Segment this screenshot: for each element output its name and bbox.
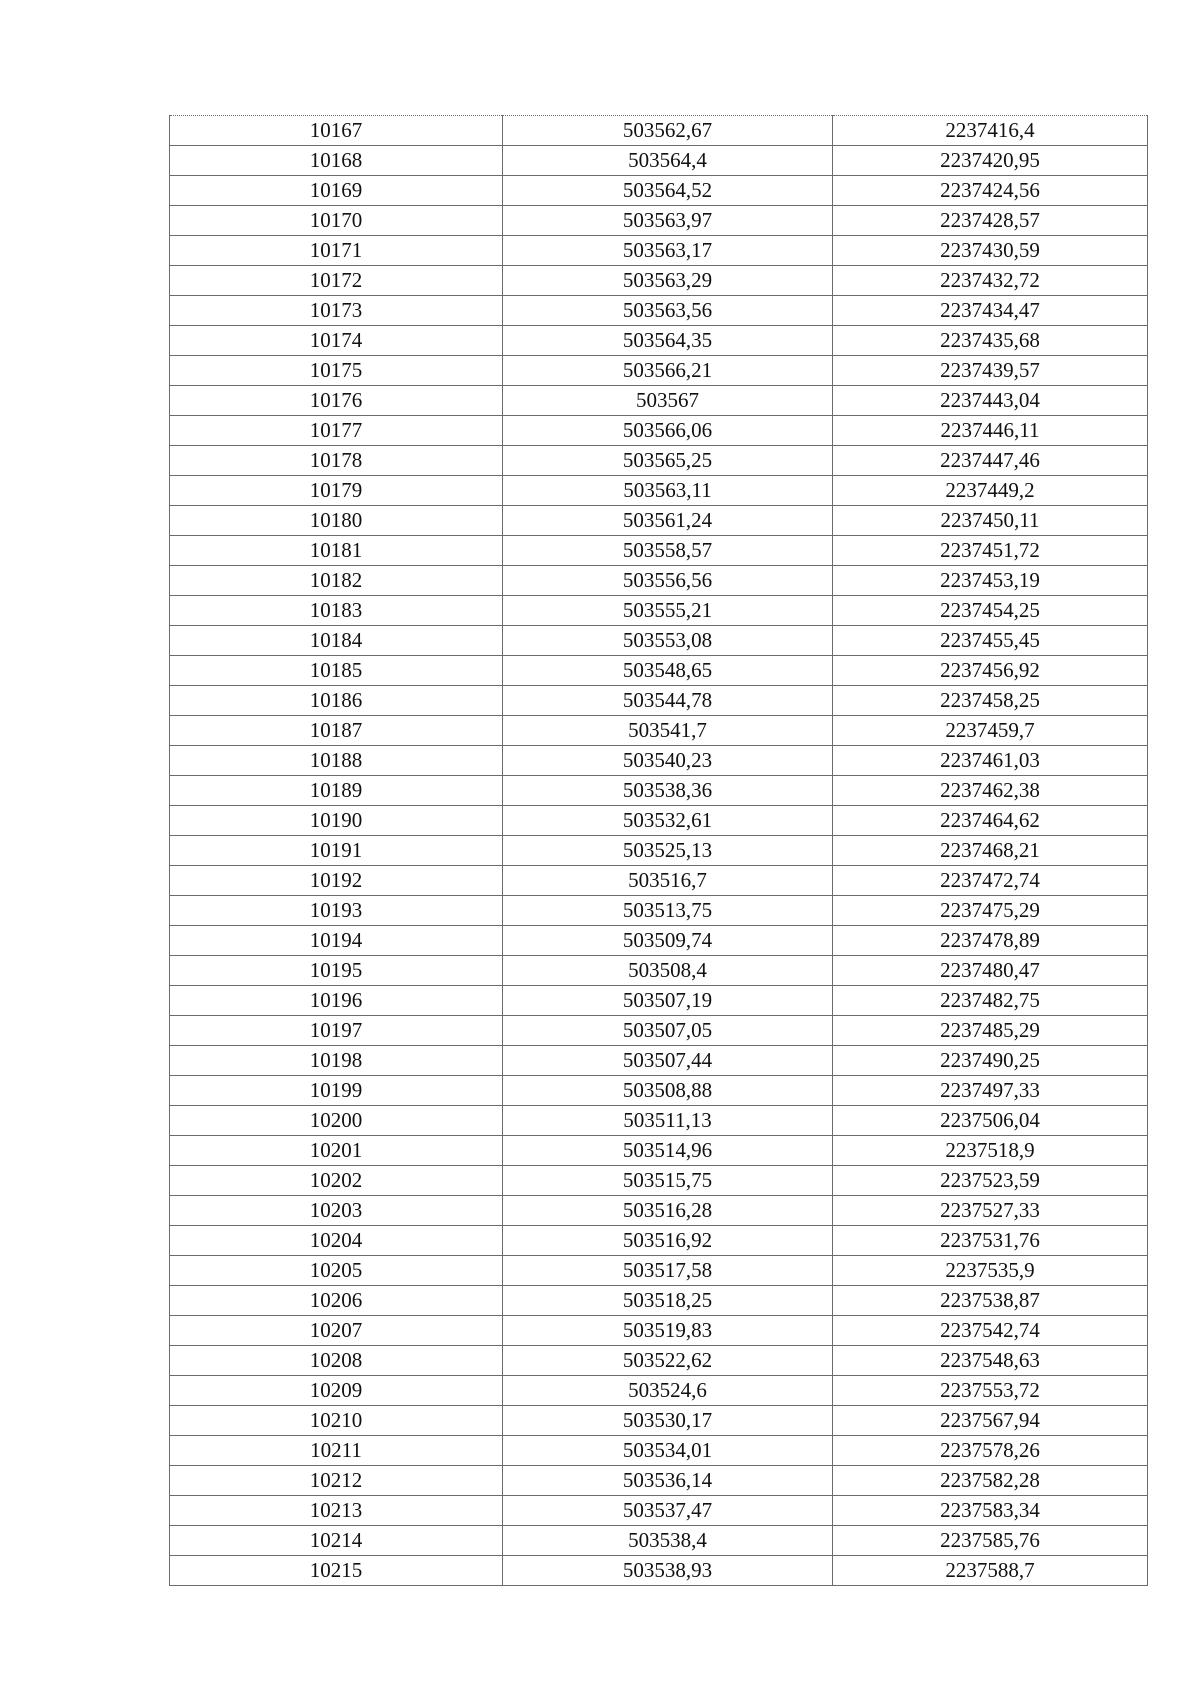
x-coordinate-cell: 503516,7	[503, 866, 833, 896]
point-number-cell: 10173	[170, 296, 503, 326]
table-row	[170, 1466, 1148, 1496]
x-coordinate-cell: 503537,47	[503, 1496, 833, 1526]
point-number-cell: 10174	[170, 326, 503, 356]
table-row	[170, 956, 1148, 986]
y-coordinate-cell: 2237478,89	[833, 926, 1148, 956]
point-number-cell: 10210	[170, 1406, 503, 1436]
y-coordinate-cell: 2237475,29	[833, 896, 1148, 926]
x-coordinate-cell: 503544,78	[503, 686, 833, 716]
point-number-cell: 10177	[170, 416, 503, 446]
coordinates-table-body	[170, 116, 1148, 1586]
y-coordinate-cell: 2237482,75	[833, 986, 1148, 1016]
table-row	[170, 146, 1148, 176]
point-number-cell: 10204	[170, 1226, 503, 1256]
point-number-cell: 10176	[170, 386, 503, 416]
table-row	[170, 386, 1148, 416]
table-row	[170, 536, 1148, 566]
point-number-cell: 10207	[170, 1316, 503, 1346]
point-number-cell: 10180	[170, 506, 503, 536]
table-row	[170, 926, 1148, 956]
x-coordinate-cell: 503563,11	[503, 476, 833, 506]
table-row	[170, 1196, 1148, 1226]
point-number-cell: 10212	[170, 1466, 503, 1496]
x-coordinate-cell: 503509,74	[503, 926, 833, 956]
table-row	[170, 596, 1148, 626]
y-coordinate-cell: 2237468,21	[833, 836, 1148, 866]
point-number-cell: 10184	[170, 626, 503, 656]
point-number-cell: 10187	[170, 716, 503, 746]
point-number-cell: 10208	[170, 1346, 503, 1376]
y-coordinate-cell: 2237497,33	[833, 1076, 1148, 1106]
y-coordinate-cell: 2237485,29	[833, 1016, 1148, 1046]
point-number-cell: 10199	[170, 1076, 503, 1106]
table-row	[170, 1556, 1148, 1586]
y-coordinate-cell: 2237439,57	[833, 356, 1148, 386]
table-row	[170, 476, 1148, 506]
y-coordinate-cell: 2237567,94	[833, 1406, 1148, 1436]
x-coordinate-cell: 503524,6	[503, 1376, 833, 1406]
table-row	[170, 986, 1148, 1016]
y-coordinate-cell: 2237458,25	[833, 686, 1148, 716]
point-number-cell: 10214	[170, 1526, 503, 1556]
x-coordinate-cell: 503540,23	[503, 746, 833, 776]
point-number-cell: 10179	[170, 476, 503, 506]
x-coordinate-cell: 503518,25	[503, 1286, 833, 1316]
point-number-cell: 10169	[170, 176, 503, 206]
x-coordinate-cell: 503525,13	[503, 836, 833, 866]
table-row	[170, 656, 1148, 686]
y-coordinate-cell: 2237459,7	[833, 716, 1148, 746]
point-number-cell: 10175	[170, 356, 503, 386]
y-coordinate-cell: 2237453,19	[833, 566, 1148, 596]
x-coordinate-cell: 503530,17	[503, 1406, 833, 1436]
y-coordinate-cell: 2237518,9	[833, 1136, 1148, 1166]
point-number-cell: 10181	[170, 536, 503, 566]
x-coordinate-cell: 503508,4	[503, 956, 833, 986]
y-coordinate-cell: 2237472,74	[833, 866, 1148, 896]
table-row	[170, 116, 1148, 146]
point-number-cell: 10193	[170, 896, 503, 926]
x-coordinate-cell: 503541,7	[503, 716, 833, 746]
y-coordinate-cell: 2237535,9	[833, 1256, 1148, 1286]
point-number-cell: 10178	[170, 446, 503, 476]
x-coordinate-cell: 503561,24	[503, 506, 833, 536]
y-coordinate-cell: 2237434,47	[833, 296, 1148, 326]
x-coordinate-cell: 503565,25	[503, 446, 833, 476]
table-row	[170, 506, 1148, 536]
table-row	[170, 1286, 1148, 1316]
table-row	[170, 716, 1148, 746]
point-number-cell: 10213	[170, 1496, 503, 1526]
x-coordinate-cell: 503556,56	[503, 566, 833, 596]
point-number-cell: 10211	[170, 1436, 503, 1466]
point-number-cell: 10172	[170, 266, 503, 296]
x-coordinate-cell: 503555,21	[503, 596, 833, 626]
x-coordinate-cell: 503563,29	[503, 266, 833, 296]
point-number-cell: 10206	[170, 1286, 503, 1316]
x-coordinate-cell: 503507,05	[503, 1016, 833, 1046]
table-row	[170, 1376, 1148, 1406]
table-row	[170, 446, 1148, 476]
y-coordinate-cell: 2237542,74	[833, 1316, 1148, 1346]
table-row	[170, 236, 1148, 266]
table-row	[170, 296, 1148, 326]
point-number-cell: 10196	[170, 986, 503, 1016]
y-coordinate-cell: 2237451,72	[833, 536, 1148, 566]
table-row	[170, 896, 1148, 926]
table-row	[170, 1346, 1148, 1376]
x-coordinate-cell: 503514,96	[503, 1136, 833, 1166]
table-row	[170, 776, 1148, 806]
y-coordinate-cell: 2237582,28	[833, 1466, 1148, 1496]
table-row	[170, 1136, 1148, 1166]
table-row	[170, 1526, 1148, 1556]
y-coordinate-cell: 2237424,56	[833, 176, 1148, 206]
table-row	[170, 686, 1148, 716]
point-number-cell: 10198	[170, 1046, 503, 1076]
x-coordinate-cell: 503508,88	[503, 1076, 833, 1106]
point-number-cell: 10194	[170, 926, 503, 956]
table-row	[170, 1076, 1148, 1106]
table-row	[170, 176, 1148, 206]
point-number-cell: 10190	[170, 806, 503, 836]
x-coordinate-cell: 503515,75	[503, 1166, 833, 1196]
y-coordinate-cell: 2237449,2	[833, 476, 1148, 506]
point-number-cell: 10197	[170, 1016, 503, 1046]
x-coordinate-cell: 503563,97	[503, 206, 833, 236]
y-coordinate-cell: 2237450,11	[833, 506, 1148, 536]
y-coordinate-cell: 2237455,45	[833, 626, 1148, 656]
y-coordinate-cell: 2237583,34	[833, 1496, 1148, 1526]
y-coordinate-cell: 2237523,59	[833, 1166, 1148, 1196]
y-coordinate-cell: 2237480,47	[833, 956, 1148, 986]
y-coordinate-cell: 2237506,04	[833, 1106, 1148, 1136]
y-coordinate-cell: 2237420,95	[833, 146, 1148, 176]
x-coordinate-cell: 503562,67	[503, 116, 833, 146]
table-row	[170, 626, 1148, 656]
x-coordinate-cell: 503516,92	[503, 1226, 833, 1256]
table-row	[170, 746, 1148, 776]
point-number-cell: 10205	[170, 1256, 503, 1286]
point-number-cell: 10188	[170, 746, 503, 776]
y-coordinate-cell: 2237531,76	[833, 1226, 1148, 1256]
table-row	[170, 866, 1148, 896]
y-coordinate-cell: 2237443,04	[833, 386, 1148, 416]
x-coordinate-cell: 503564,35	[503, 326, 833, 356]
table-row	[170, 1316, 1148, 1346]
y-coordinate-cell: 2237456,92	[833, 656, 1148, 686]
y-coordinate-cell: 2237527,33	[833, 1196, 1148, 1226]
table-row	[170, 1166, 1148, 1196]
table-row	[170, 416, 1148, 446]
x-coordinate-cell: 503536,14	[503, 1466, 833, 1496]
coordinates-table	[169, 115, 1148, 1586]
table-row	[170, 1016, 1148, 1046]
x-coordinate-cell: 503548,65	[503, 656, 833, 686]
x-coordinate-cell: 503564,4	[503, 146, 833, 176]
y-coordinate-cell: 2237588,7	[833, 1556, 1148, 1586]
point-number-cell: 10202	[170, 1166, 503, 1196]
table-row	[170, 326, 1148, 356]
point-number-cell: 10192	[170, 866, 503, 896]
point-number-cell: 10195	[170, 956, 503, 986]
point-number-cell: 10182	[170, 566, 503, 596]
x-coordinate-cell: 503534,01	[503, 1436, 833, 1466]
table-row	[170, 1256, 1148, 1286]
x-coordinate-cell: 503519,83	[503, 1316, 833, 1346]
point-number-cell: 10170	[170, 206, 503, 236]
x-coordinate-cell: 503563,17	[503, 236, 833, 266]
point-number-cell: 10186	[170, 686, 503, 716]
y-coordinate-cell: 2237430,59	[833, 236, 1148, 266]
point-number-cell: 10215	[170, 1556, 503, 1586]
x-coordinate-cell: 503563,56	[503, 296, 833, 326]
x-coordinate-cell: 503522,62	[503, 1346, 833, 1376]
y-coordinate-cell: 2237548,63	[833, 1346, 1148, 1376]
x-coordinate-cell: 503513,75	[503, 896, 833, 926]
point-number-cell: 10185	[170, 656, 503, 686]
y-coordinate-cell: 2237432,72	[833, 266, 1148, 296]
x-coordinate-cell: 503532,61	[503, 806, 833, 836]
point-number-cell: 10191	[170, 836, 503, 866]
y-coordinate-cell: 2237461,03	[833, 746, 1148, 776]
x-coordinate-cell: 503538,4	[503, 1526, 833, 1556]
x-coordinate-cell: 503507,44	[503, 1046, 833, 1076]
x-coordinate-cell: 503566,21	[503, 356, 833, 386]
x-coordinate-cell: 503516,28	[503, 1196, 833, 1226]
y-coordinate-cell: 2237538,87	[833, 1286, 1148, 1316]
x-coordinate-cell: 503566,06	[503, 416, 833, 446]
y-coordinate-cell: 2237454,25	[833, 596, 1148, 626]
table-row	[170, 1436, 1148, 1466]
y-coordinate-cell: 2237578,26	[833, 1436, 1148, 1466]
point-number-cell: 10167	[170, 116, 503, 146]
x-coordinate-cell: 503507,19	[503, 986, 833, 1016]
y-coordinate-cell: 2237490,25	[833, 1046, 1148, 1076]
x-coordinate-cell: 503538,93	[503, 1556, 833, 1586]
table-row	[170, 836, 1148, 866]
x-coordinate-cell: 503558,57	[503, 536, 833, 566]
point-number-cell: 10200	[170, 1106, 503, 1136]
point-number-cell: 10168	[170, 146, 503, 176]
table-row	[170, 806, 1148, 836]
table-row	[170, 1106, 1148, 1136]
x-coordinate-cell: 503567	[503, 386, 833, 416]
table-row	[170, 356, 1148, 386]
table-row	[170, 566, 1148, 596]
x-coordinate-cell: 503517,58	[503, 1256, 833, 1286]
x-coordinate-cell: 503553,08	[503, 626, 833, 656]
y-coordinate-cell: 2237462,38	[833, 776, 1148, 806]
point-number-cell: 10189	[170, 776, 503, 806]
y-coordinate-cell: 2237428,57	[833, 206, 1148, 236]
point-number-cell: 10201	[170, 1136, 503, 1166]
y-coordinate-cell: 2237446,11	[833, 416, 1148, 446]
table-row	[170, 1226, 1148, 1256]
x-coordinate-cell: 503564,52	[503, 176, 833, 206]
table-row	[170, 1496, 1148, 1526]
table-row	[170, 1406, 1148, 1436]
point-number-cell: 10203	[170, 1196, 503, 1226]
x-coordinate-cell: 503511,13	[503, 1106, 833, 1136]
x-coordinate-cell: 503538,36	[503, 776, 833, 806]
y-coordinate-cell: 2237435,68	[833, 326, 1148, 356]
point-number-cell: 10209	[170, 1376, 503, 1406]
table-row	[170, 1046, 1148, 1076]
y-coordinate-cell: 2237416,4	[833, 116, 1148, 146]
table-row	[170, 206, 1148, 236]
point-number-cell: 10183	[170, 596, 503, 626]
y-coordinate-cell: 2237464,62	[833, 806, 1148, 836]
point-number-cell: 10171	[170, 236, 503, 266]
y-coordinate-cell: 2237585,76	[833, 1526, 1148, 1556]
table-row	[170, 266, 1148, 296]
y-coordinate-cell: 2237553,72	[833, 1376, 1148, 1406]
y-coordinate-cell: 2237447,46	[833, 446, 1148, 476]
